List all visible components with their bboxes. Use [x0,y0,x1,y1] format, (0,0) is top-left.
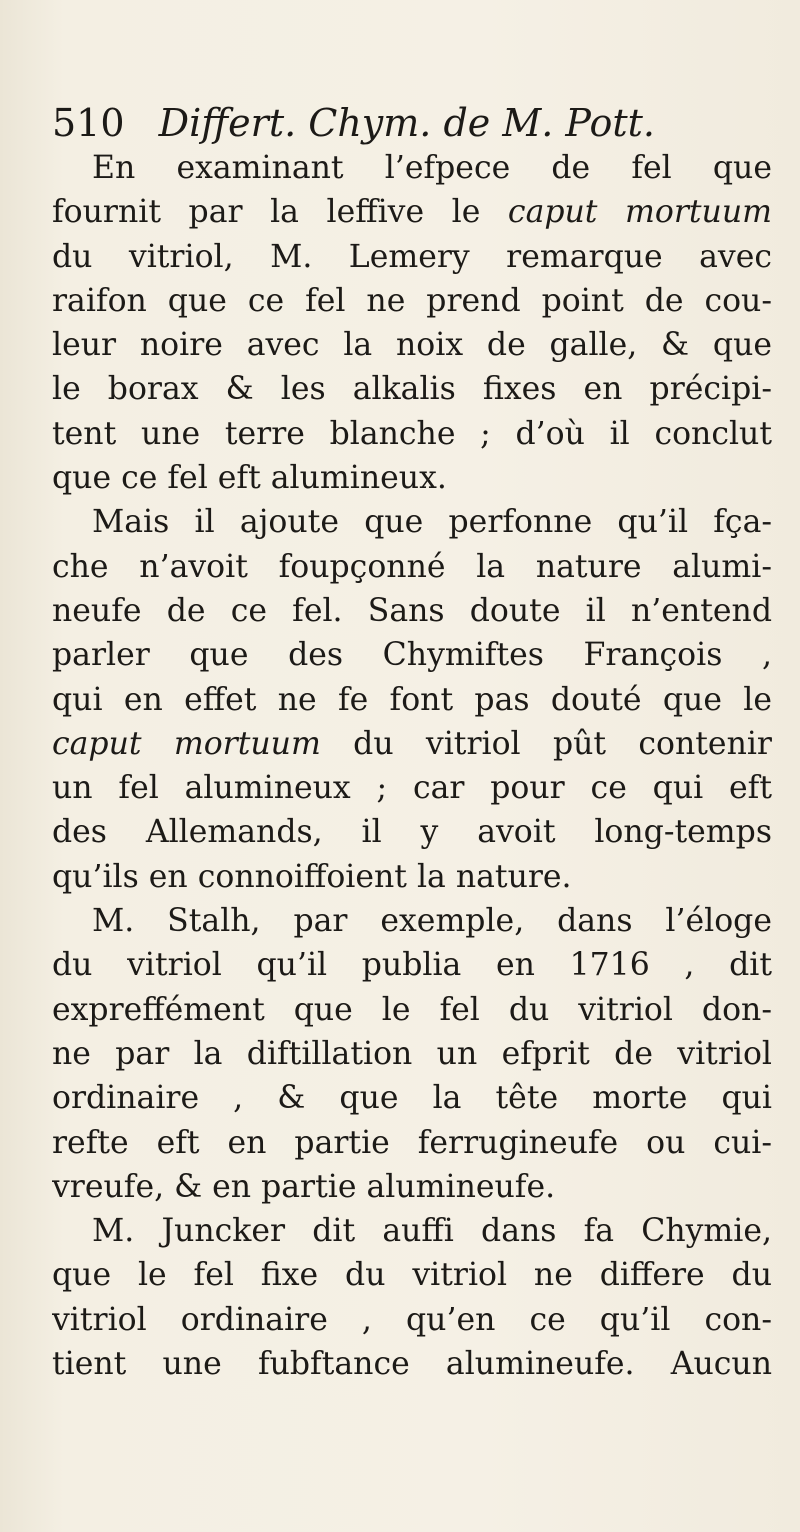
text-line: M. Juncker dit auffi dans fa Chymie, [92,1213,772,1250]
text-line: du vitriol qu’il publia en 1716 , dit [52,947,772,984]
text-line: ordinaire , & que la tête morte qui [52,1080,772,1117]
text-line: che n’avoit foupçonné la nature alumi- [52,548,772,585]
text-line: vitriol ordinaire , qu’en ce qu’il con- [52,1301,772,1338]
text-line: le borax & les alkalis fixes en précipi- [52,371,772,408]
text-line: parler que des Chymiftes François , [52,637,772,674]
text-line: qui en effet ne fe font pas douté que le [52,681,772,718]
text-line: que ce fel eft alumineux. [52,460,447,497]
text-line: des Allemands, il y avoit long-temps [52,814,772,851]
italic-phrase: caput mortuum [507,194,772,231]
page-header [52,100,772,146]
text-line: leur noire avec la noix de galle, & que [52,327,772,364]
text-line: ne par la diftillation un efprit de vitriol [52,1035,772,1072]
text-line: vreufe, & en partie alumineufe. [52,1168,556,1205]
running-title: Differt. Chym. de M. Pott. [158,101,655,145]
text-line: raifon que ce fel ne prend point de cou- [52,282,772,319]
text-line: refte eft en partie ferrugineufe ou cui- [52,1124,772,1161]
text-line: du vitriol, M. Lemery remarque avec [52,238,772,275]
text-line: M. Stalh, par exemple, dans l’éloge [92,903,772,940]
text-line: que le fel fixe du vitriol ne differe du [52,1257,772,1294]
text-line: Mais il ajoute que perfonne qu’il fça- [92,504,772,541]
body-text [52,146,772,1386]
page-number: 510 [52,101,125,145]
text-line: caput mortuum du vitriol pût contenir [52,725,772,762]
text-line: neufe de ce fel. Sans doute il n’entend [52,592,772,629]
text-line: un fel alumineux ; car pour ce qui eft [52,770,772,807]
text-line: qu’ils en connoiffoient la nature. [52,858,572,895]
text-line: fournit par la leffive le caput mortuum [52,194,772,231]
text-line: tient une fubftance alumineufe. Aucun [52,1346,772,1383]
text-line: En examinant l’efpece de fel que [92,150,772,186]
text-line: tent une terre blanche ; d’où il conclut [52,415,772,452]
text-line: expreffément que le fel du vitriol don- [52,991,772,1028]
italic-phrase: caput mortuum [52,725,321,762]
